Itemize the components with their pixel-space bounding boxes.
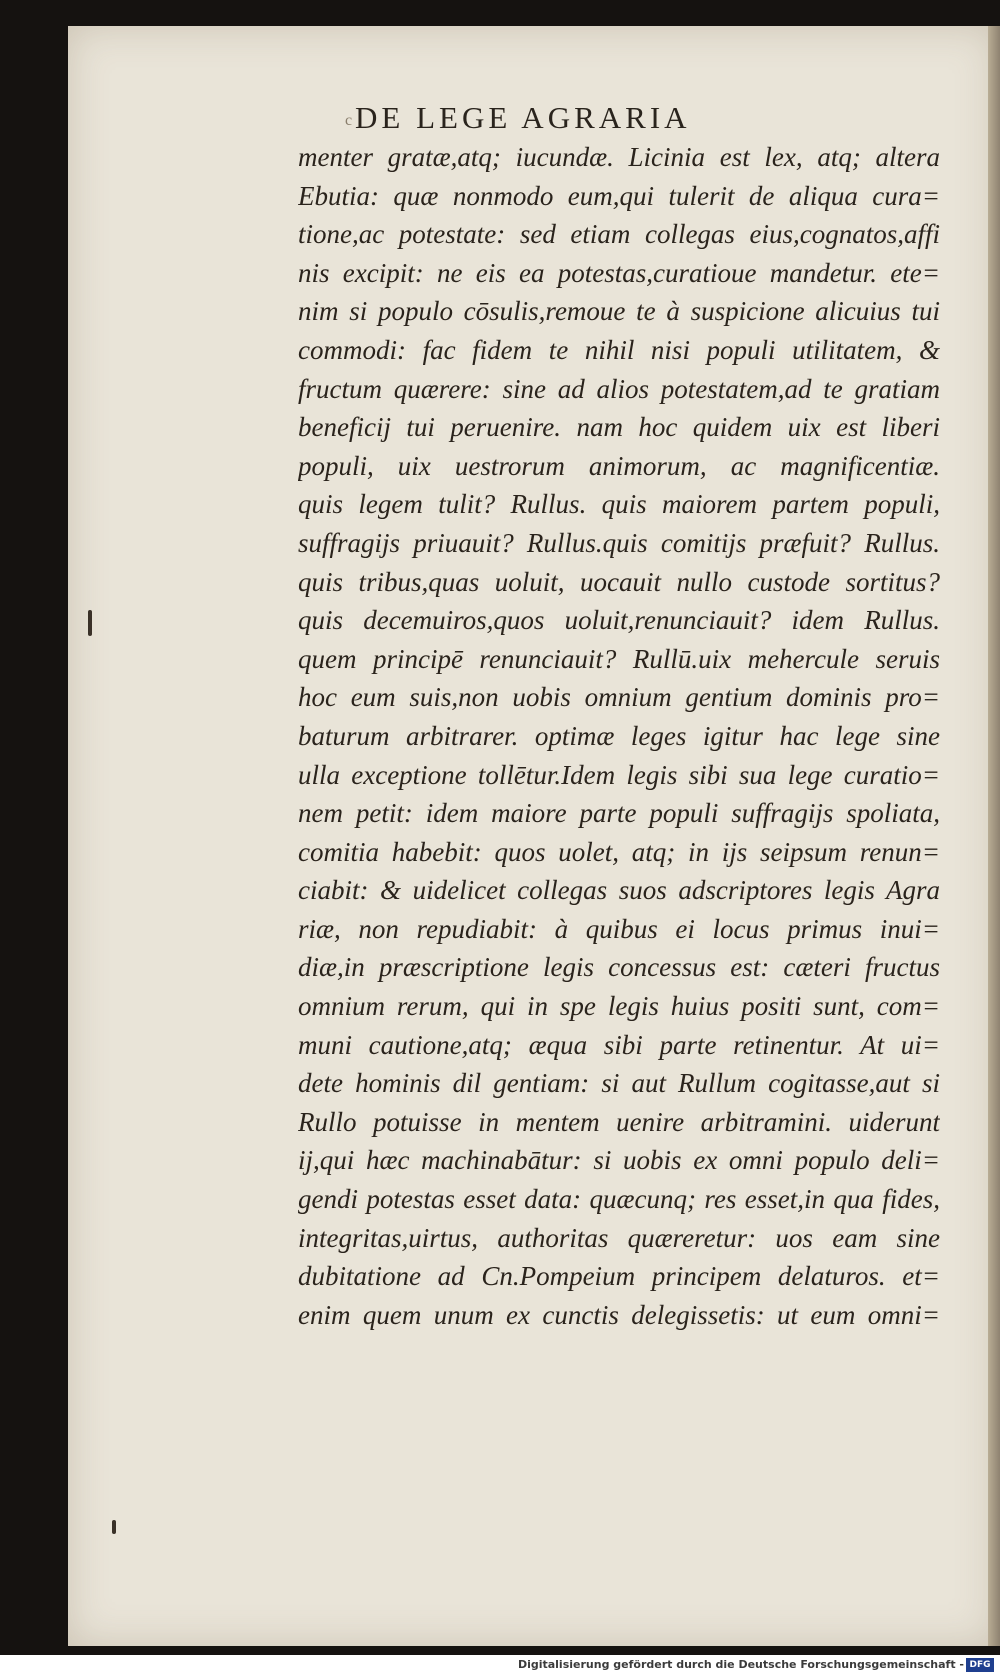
text-line: ciabit: & uidelicet collegas suos adscriptores legis Agra (298, 875, 940, 906)
text-line: baturum arbitrarer. optimæ leges igitur hac lege sine (298, 720, 940, 751)
text-line: Rullo potuisse in mentem uenire arbitramini. uiderunt (298, 1106, 940, 1137)
text-line: quem principē renunciauit? Rullū.uix mehercule seruis (298, 643, 940, 674)
text-line: fructum quærere: sine ad alios potestatem,ad te gratiam (298, 373, 940, 404)
text-line: nim si populo cōsulis,remoue te à suspicione alicuius tui (298, 296, 940, 327)
margin-mark (88, 610, 92, 636)
margin-mark (112, 1520, 116, 1534)
text-line: tione,ac potestate: sed etiam collegas eius,cognatos,affi (298, 219, 940, 250)
footer-credit: Digitalisierung gefördert durch die Deutsche Forschungsgemeinschaft - (517, 1658, 964, 1671)
page-body-text (298, 138, 940, 1334)
text-line: comitia habebit: quos uolet, atq; in ijs seipsum renun= (298, 836, 940, 867)
text-line: dete hominis dil gentiam: si aut Rullum cogitasse,aut si (298, 1068, 940, 1099)
text-line: enim quem unum ex cunctis delegissetis: ut eum omni= (298, 1299, 940, 1330)
text-line: integritas,uirtus, authoritas quæreretur: uos eam sine (298, 1222, 940, 1253)
text-line: gendi potestas esset data: quæcunq; res esset,in qua fides, (298, 1184, 940, 1215)
text-line: riæ, non repudiabit: à quibus ei locus primus inui= (298, 913, 940, 944)
text-line: populi, uix uestrorum animorum, ac magnificentiæ. (298, 450, 940, 481)
text-line: dubitatione ad Cn.Pompeium principem delaturos. et= (298, 1261, 940, 1292)
text-line: commodi: fac fidem te nihil nisi populi utilitatem, & (298, 334, 940, 365)
text-line: nem petit: idem maiore parte populi suffragijs spoliata, (298, 798, 940, 829)
text-line: Ebutia: quæ nonmodo eum,qui tulerit de aliqua cura= (298, 180, 940, 211)
running-head: DE LEGE AGRARIA (355, 100, 691, 135)
text-line: hoc eum suis,non uobis omnium gentium dominis pro= (298, 682, 940, 713)
text-line: nis excipit: ne eis ea potestas,curatioue mandetur. ete= (298, 257, 940, 288)
text-line: muni cautione,atq; æqua sibi parte retinentur. At ui= (298, 1029, 940, 1060)
text-line: quis legem tulit? Rullus. quis maiorem partem populi, (298, 489, 940, 520)
footer-bar (0, 1655, 1000, 1675)
text-line: suffragijs priuauit? Rullus.quis comitijs præfuit? Rullus. (298, 527, 940, 558)
text-line: ij,qui hæc machinabātur: si uobis ex omni populo deli= (298, 1145, 940, 1176)
running-mark: c (345, 112, 353, 129)
dfg-logo: DFG (966, 1658, 994, 1672)
text-line: diæ,in præscriptione legis concessus est: cæteri fructus (298, 952, 940, 983)
page-edge (988, 26, 1000, 1646)
text-line: beneficij tui peruenire. nam hoc quidem uix est liberi (298, 412, 940, 443)
text-line: menter gratæ,atq; iucundæ. Licinia est lex, atq; altera (298, 142, 940, 172)
text-line: ulla exceptione tollētur.Idem legis sibi sua lege curatio= (298, 759, 940, 790)
text-line: quis decemuiros,quos uoluit,renunciauit? idem Rullus. (298, 605, 940, 636)
text-line: quis tribus,quas uoluit, uocauit nullo custode sortitus? (298, 566, 940, 597)
text-line: omnium rerum, qui in spe legis huius positi sunt, com= (298, 991, 940, 1022)
